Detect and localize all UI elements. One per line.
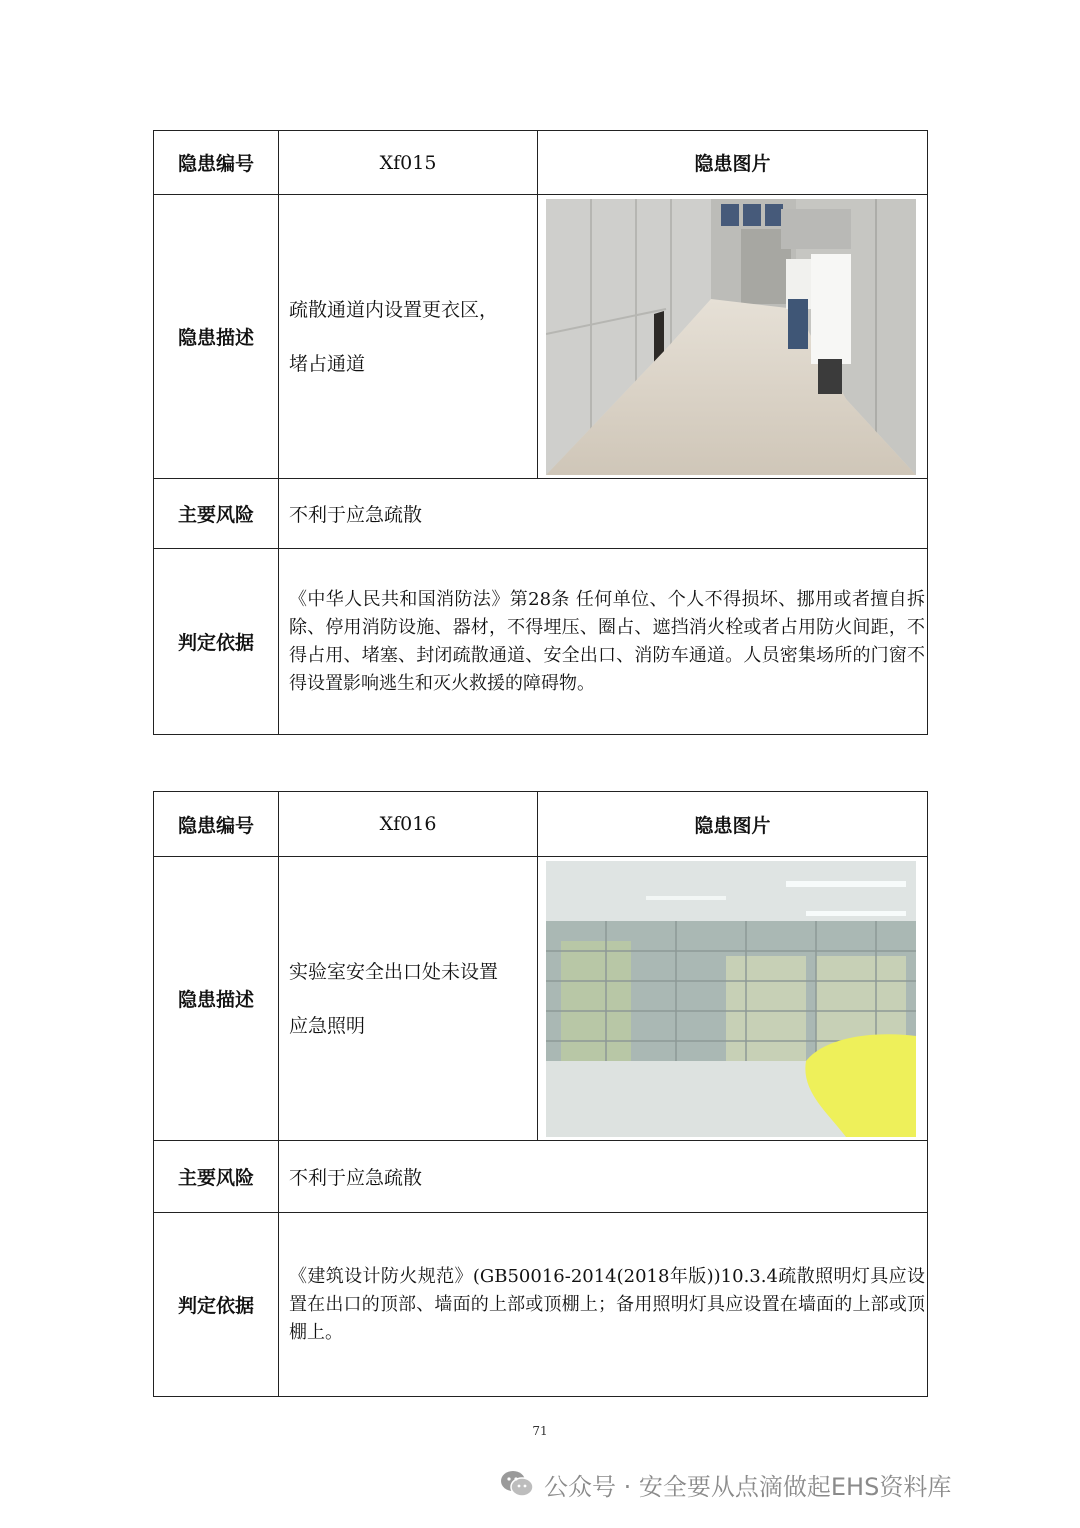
hazard-photo-corridor [546,199,916,475]
wechat-icon [500,1469,534,1499]
description-line: 疏散通道内设置更衣区， [289,298,499,321]
label-risk: 主要风险 [154,479,279,549]
label-id: 隐患编号 [154,131,279,195]
label-id: 隐患编号 [154,792,279,857]
footer-text: 公众号 · 安全要从点滴做起EHS资料库 [544,1472,952,1501]
hazard-risk: 不利于应急疏散 [279,479,928,549]
hazard-photo-cell [538,857,928,1141]
label-photo: 隐患图片 [538,792,928,857]
label-description: 隐患描述 [154,857,279,1141]
hazard-photo-cell [538,195,928,479]
hazard-photo-lab-exit [546,861,916,1137]
hazard-table-1 [153,130,928,735]
footer-watermark [500,1466,951,1502]
hazard-table-2 [153,791,928,1397]
hazard-description [279,857,538,1141]
hazard-risk: 不利于应急疏散 [279,1141,928,1213]
description-line: 堵占通道 [289,352,366,375]
hazard-description [279,195,538,479]
label-photo: 隐患图片 [538,131,928,195]
hazard-basis: 《建筑设计防火规范》(GB50016-2014(2018年版))10.3.4疏散照明灯具应设置在出口的顶部、墙面的上部或顶棚上；备用照明灯具应设置在墙面的上部或顶棚上。 [279,1213,928,1397]
description-line: 实验室安全出口处未设置 [289,960,499,983]
hazard-id: Xf016 [279,792,538,857]
hazard-basis: 《中华人民共和国消防法》第28条 任何单位、个人不得损坏、挪用或者擅自拆除、停用消防设施、器材，不得埋压、圈占、遮挡消火栓或者占用防火间距，不得占用、堵塞、封闭疏散通道、安全出口、消防车通道。人员密集场所的门窗不得设置影响逃生和灭火救援的障碍物。 [279,549,928,735]
label-risk: 主要风险 [154,1141,279,1213]
page-number: 71 [532,1424,548,1438]
description-line: 应急照明 [289,1014,366,1037]
label-basis: 判定依据 [154,1213,279,1397]
label-description: 隐患描述 [154,195,279,479]
hazard-id: Xf015 [279,131,538,195]
label-basis: 判定依据 [154,549,279,735]
